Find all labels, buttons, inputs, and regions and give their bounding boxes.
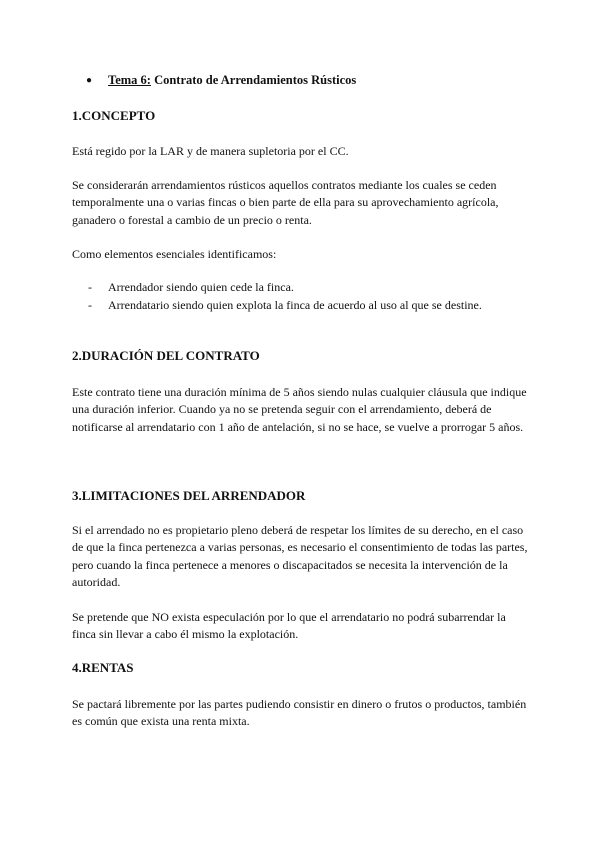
paragraph: Este contrato tiene una duración mínima de 5 años siendo nulas cualquier cláusula que indique una duración inferior. Cuando ya no se pretenda seguir con el arrendamiento, deberá de notificarse al arrendatario con 1 año de antelación, si no se hace, se vuelve a prorrogar 5 años. xyxy=(72,385,527,434)
section-heading-rentas: 4.RENTAS xyxy=(72,660,134,675)
topic-label: Tema 6: xyxy=(108,73,151,87)
paragraph: Si el arrendado no es propietario pleno deberá de respetar los límites de su derecho, en el caso de que la finca pertenezca a varias personas, es necesario el consentimiento de todas las partes, pero cuando la finca pertenece a menores o discapacitados se necesita la intervención de la autoridad. xyxy=(72,523,528,590)
topic-title: Contrato de Arrendamientos Rústicos xyxy=(154,73,357,87)
paragraph: Como elementos esenciales identificamos: xyxy=(72,247,277,261)
paragraph: Está regido por la LAR y de manera supletoria por el CC. xyxy=(72,144,349,158)
list-item xyxy=(88,279,294,296)
section-heading-limitaciones: 3.LIMITACIONES DEL ARRENDADOR xyxy=(72,488,306,503)
paragraph: Se pretende que NO exista especulación por lo que el arrendatario no podrá subarrendar la finca sin llevar a cabo él mismo la explotación. xyxy=(72,610,506,642)
list-marker: - xyxy=(88,280,92,294)
list-item-text: Arrendador siendo quien cede la finca. xyxy=(108,280,294,294)
list-item-text: Arrendatario siendo quien explota la finca de acuerdo al uso al que se destine. xyxy=(108,298,482,312)
bullet-icon: ● xyxy=(86,75,93,86)
paragraph: Se considerarán arrendamientos rústicos aquellos contratos mediante los cuales se ceden temporalmente una o varias fincas o bien parte de ella para su aprovechamiento agrícola, ganadero o forestal a cambio de un precio o renta. xyxy=(72,178,499,227)
list-item xyxy=(88,297,482,314)
paragraph: Se pactará libremente por las partes pudiendo consistir en dinero o frutos o productos, también es común que exista una renta mixta. xyxy=(72,697,527,729)
list-marker: - xyxy=(88,298,92,312)
section-heading-duracion: 2.DURACIÓN DEL CONTRATO xyxy=(72,348,260,363)
section-heading-concepto: 1.CONCEPTO xyxy=(72,108,156,123)
